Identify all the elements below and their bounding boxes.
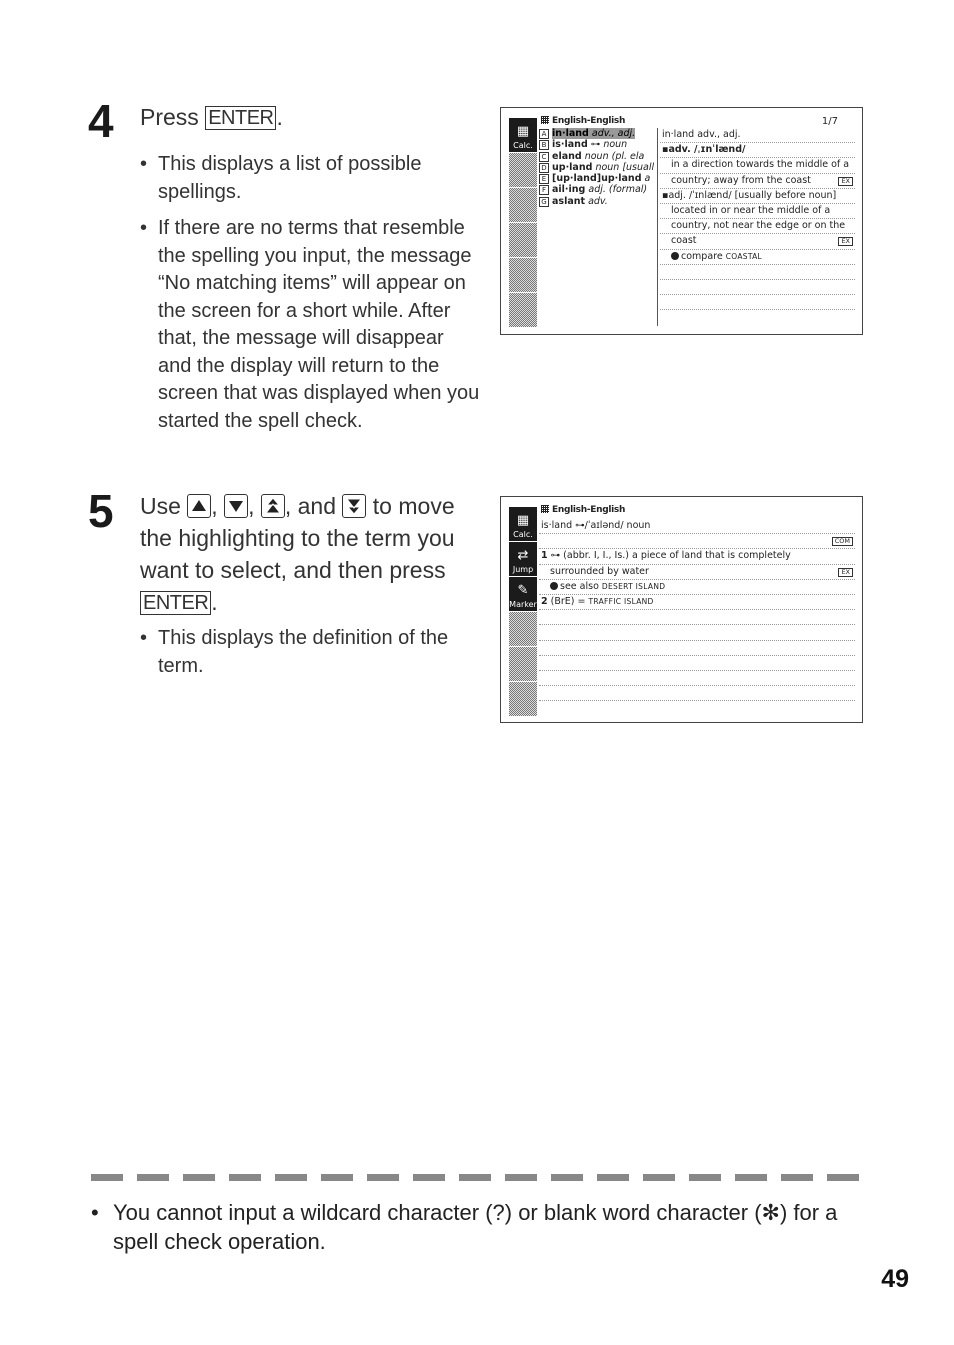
item-letter: F xyxy=(539,185,549,195)
def-text: surrounded by water xyxy=(550,565,649,577)
item-word: ail·ing xyxy=(552,184,586,196)
def-line xyxy=(539,671,855,686)
jump-icon: ⇄ xyxy=(517,548,529,563)
def-line: in a direction towards the middle of a xyxy=(660,158,855,173)
def-text: (BrE) = xyxy=(550,595,586,607)
dictionary-icon xyxy=(541,505,549,513)
jump-button[interactable] xyxy=(509,542,537,576)
list-item[interactable] xyxy=(539,173,657,184)
calc-button[interactable] xyxy=(509,507,537,541)
def-line: located in or near the middle of a xyxy=(660,204,855,219)
item-word: in·land xyxy=(552,128,589,139)
def-line xyxy=(539,686,855,701)
bullet-item: • This displays a list of possible spellings. xyxy=(140,151,480,206)
period: . xyxy=(211,589,218,615)
def-line xyxy=(660,174,855,189)
device-screen-definition xyxy=(500,496,863,723)
example-badge[interactable]: EX xyxy=(838,177,853,186)
sidebar-blank-button xyxy=(509,647,537,681)
step-4-bullets xyxy=(140,151,480,444)
dictionary-icon xyxy=(541,116,549,124)
enter-key: ENTER xyxy=(205,106,276,130)
compare-target[interactable]: COASTAL xyxy=(725,251,763,261)
cross-ref-target[interactable]: TRAFFIC ISLAND xyxy=(588,596,654,606)
sidebar-blank-button xyxy=(509,612,537,646)
enter-key: ENTER xyxy=(140,591,211,615)
def-line xyxy=(539,656,855,671)
calc-button[interactable] xyxy=(509,118,537,152)
item-pos: noun (pl. ela xyxy=(584,150,645,162)
headword-line: is·land ⊶/ˈaɪlənd/ noun xyxy=(539,519,855,534)
arrow-circle-icon xyxy=(671,252,679,260)
comma: , xyxy=(248,493,255,519)
def-line xyxy=(539,625,855,640)
list-item[interactable] xyxy=(539,128,657,139)
sidebar-blank-button xyxy=(509,258,537,292)
page-number: 49 xyxy=(881,1265,909,1293)
sidebar-blank-button xyxy=(509,293,537,327)
item-word: up·land xyxy=(552,161,593,173)
item-letter: E xyxy=(539,174,549,184)
list-item[interactable] xyxy=(539,184,657,195)
sidebar-blank-button xyxy=(509,223,537,257)
def-line xyxy=(539,534,855,549)
jump-label: Jump xyxy=(512,565,534,574)
sidebar xyxy=(509,507,537,717)
item-pos: ⊶ noun xyxy=(590,139,628,151)
see-also-target[interactable]: DESERT ISLAND xyxy=(601,581,666,591)
page-indicator: 1/7 xyxy=(821,116,838,127)
list-item[interactable] xyxy=(539,151,657,162)
step-5-bullets xyxy=(140,625,480,689)
def-line xyxy=(539,565,855,580)
page-down-key-icon xyxy=(342,494,366,518)
example-badge[interactable]: EX xyxy=(838,237,853,246)
def-text: country; away from the coast xyxy=(671,174,811,186)
item-pos: adj. (formal) xyxy=(588,184,648,196)
and-text: , and xyxy=(284,493,337,519)
marker-label: Marker xyxy=(509,600,537,609)
def-line xyxy=(539,580,855,595)
step-4-number: 4 xyxy=(88,95,113,147)
def-text: coast xyxy=(671,235,697,247)
item-word: aslant xyxy=(552,195,586,207)
use-text: Use xyxy=(140,493,181,519)
def-text: ⊶ (abbr. I, I., Is.) a piece of land that is completely xyxy=(550,550,791,562)
item-pos: a xyxy=(644,173,651,185)
item-letter: B xyxy=(539,140,549,150)
item-pos: adv., adj. xyxy=(591,128,636,139)
def-line xyxy=(539,595,855,610)
item-letter: C xyxy=(539,152,549,162)
step-5-number: 5 xyxy=(88,485,113,537)
example-badge[interactable]: EX xyxy=(838,568,853,577)
def-line xyxy=(660,295,855,310)
device-screen-spell-list xyxy=(500,107,863,335)
sense-number: 2 xyxy=(541,595,548,607)
dashed-divider xyxy=(91,1174,863,1181)
bullet-item: • If there are no terms that resemble the spelling you input, the message “No matching items” will appear on the screen for a short while. After that, the message will disappear and the display will return to the screen that was displayed when you started the spell check. xyxy=(140,215,480,435)
press-text: Press xyxy=(140,104,199,130)
sidebar xyxy=(509,118,537,328)
list-item[interactable] xyxy=(539,196,657,207)
calc-label: Calc. xyxy=(513,141,533,150)
item-letter: A xyxy=(539,129,549,139)
calculator-icon: ▦ xyxy=(516,124,530,139)
item-word: eland xyxy=(552,150,582,162)
see-also-text: see also xyxy=(560,580,599,592)
period: . xyxy=(276,104,283,130)
screen-title xyxy=(541,116,625,126)
def-line: country, not near the edge or on the xyxy=(660,219,855,234)
calc-label: Calc. xyxy=(513,530,533,539)
def-line xyxy=(660,280,855,295)
sense-number: 1 xyxy=(541,550,548,562)
def-line: ▪adj. /ˈɪnlænd/ [usually before noun] xyxy=(660,189,855,204)
marker-button[interactable] xyxy=(509,577,537,611)
page-up-key-icon xyxy=(261,494,285,518)
title-text: English-English xyxy=(552,116,626,126)
def-line: in·land adv., adj. xyxy=(660,128,855,143)
collocation-badge[interactable]: COM xyxy=(832,537,853,546)
step-4-heading xyxy=(140,101,470,133)
definition-preview xyxy=(660,128,855,310)
def-line xyxy=(539,610,855,625)
def-line: ▪adv. /ˌɪnˈlænd/ xyxy=(660,143,855,158)
def-line xyxy=(539,549,855,564)
bullet-item: • This displays the definition of the term. xyxy=(140,625,480,680)
list-item[interactable] xyxy=(539,162,657,173)
list-item[interactable] xyxy=(539,139,657,150)
def-line xyxy=(660,265,855,280)
compare-text: compare xyxy=(681,250,723,262)
def-line xyxy=(660,234,855,249)
sidebar-blank-button xyxy=(509,188,537,222)
item-word: is·land xyxy=(552,139,588,151)
screen-title xyxy=(541,505,625,515)
title-text: English-English xyxy=(552,505,626,515)
arrow-circle-icon xyxy=(550,582,558,590)
sidebar-blank-button xyxy=(509,682,537,716)
comma: , xyxy=(211,493,218,519)
down-arrow-key-icon xyxy=(224,494,248,518)
def-line xyxy=(660,250,855,265)
calculator-icon: ▦ xyxy=(516,513,530,528)
step-5-heading xyxy=(140,490,480,618)
pane-divider xyxy=(657,128,658,326)
sidebar-blank-button xyxy=(509,153,537,187)
item-letter: D xyxy=(539,163,549,173)
item-pos: noun [usuall xyxy=(595,161,655,173)
candidate-list xyxy=(539,128,657,207)
note-text: • You cannot input a wildcard character (?) or blank word character (✻) for a spell check operation. xyxy=(91,1198,861,1256)
up-arrow-key-icon xyxy=(187,494,211,518)
item-letter: G xyxy=(539,197,549,207)
item-pos: adv. xyxy=(588,195,608,207)
item-word: [up·land]up·land xyxy=(552,173,642,185)
definition-body xyxy=(539,519,855,701)
marker-icon: ✎ xyxy=(517,583,529,598)
def-line xyxy=(539,641,855,656)
instruction-text: to move the highlighting to the term you want to select, and then press xyxy=(140,493,455,583)
